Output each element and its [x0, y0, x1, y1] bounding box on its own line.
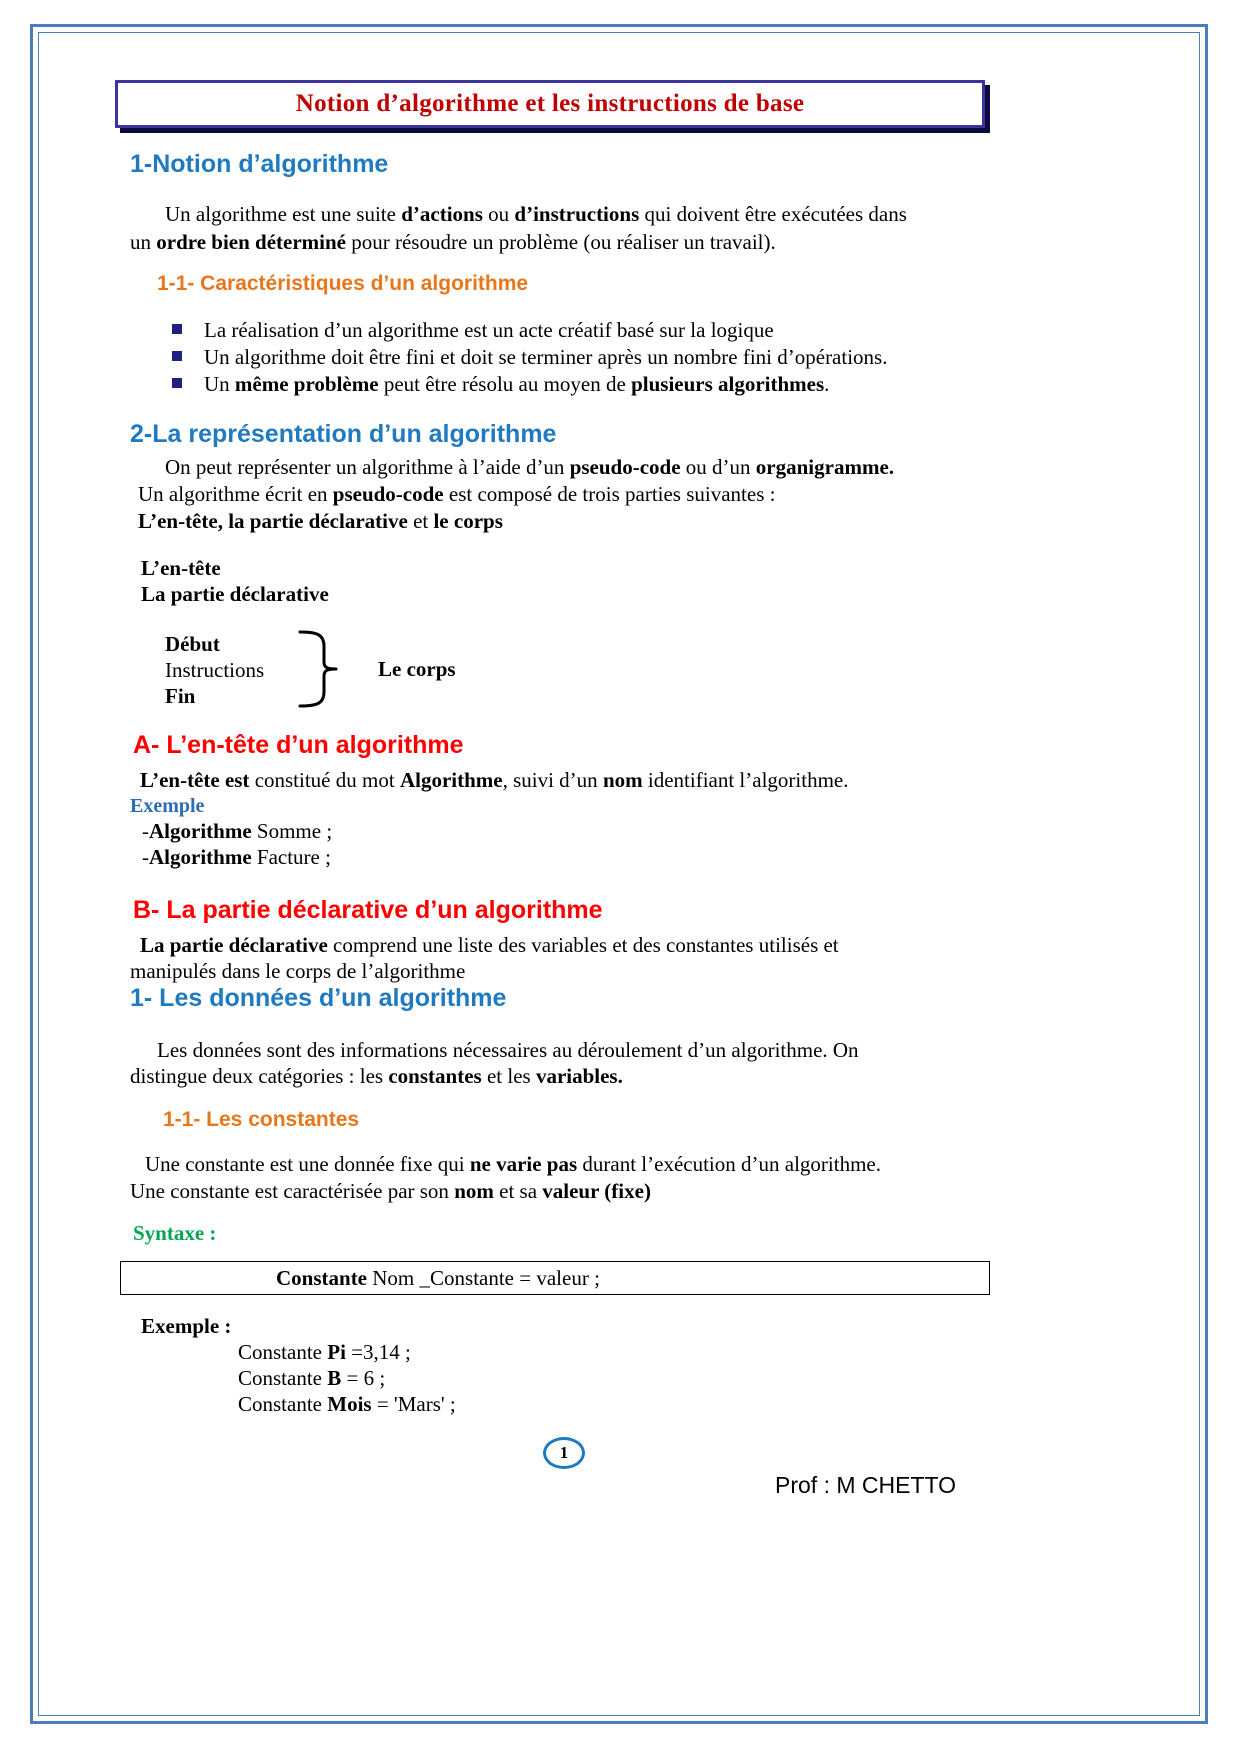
text-fragment: Un algorithme est une suite: [165, 202, 402, 226]
example-algorithme-facture: [142, 845, 331, 870]
text-bold-constante: Constante: [276, 1266, 368, 1290]
structure-corps-label: Le corps: [378, 657, 456, 681]
text-fragment: Facture ;: [251, 845, 331, 869]
text-bold-le-corps: le corps: [433, 509, 503, 533]
text-fragment: = 6 ;: [341, 1366, 386, 1390]
text-fragment: et: [407, 509, 434, 533]
constant-example-pi: [238, 1340, 411, 1365]
paragraph-entete-definition: [140, 768, 848, 793]
text-bold-ordre: ordre bien déterminé: [156, 230, 346, 254]
page-title: Notion d’algorithme et les instructions de base: [295, 90, 805, 117]
text-bold-algorithme: Algorithme: [149, 845, 252, 869]
text-bold-plusieurs-algorithmes: plusieurs algorithmes: [631, 372, 825, 396]
text-fragment: ou: [482, 202, 515, 226]
text-bold-nom: nom: [454, 1179, 494, 1203]
structure-fin: Fin: [165, 684, 196, 708]
text-bold-partie-declarative: La partie déclarative: [140, 933, 328, 957]
structure-entete: L’en-tête: [141, 556, 221, 580]
heading-representation: 2-La représentation d’un algorithme: [130, 420, 557, 448]
text-fragment: peut être résolu au moyen de: [378, 372, 632, 396]
bullet-item-label: Un algorithme doit être fini et doit se terminer après un nombre fini d’opérations.: [204, 345, 888, 369]
text-bold-b: B: [327, 1366, 342, 1390]
text-fragment: constitué du mot: [249, 768, 400, 792]
curly-brace-icon: [296, 628, 366, 715]
label-syntaxe: Syntaxe :: [133, 1221, 217, 1245]
text-fragment: et les: [481, 1064, 536, 1088]
text-fragment: Constante: [238, 1340, 328, 1364]
text-bold-algorithme: Algorithme: [399, 768, 503, 792]
text-bold-entete-est: L’en-tête est: [140, 768, 250, 792]
bullet-item-label: [204, 372, 829, 397]
paragraph-representation-line1: [165, 455, 894, 480]
text-bold-valeur-fixe: valeur (fixe): [542, 1179, 651, 1203]
text-bold-algorithme: Algorithme: [149, 819, 252, 843]
paragraph-donnees-line1: Les données sont des informations nécessaires au déroulement d’un algorithme. On: [157, 1038, 859, 1062]
structure-debut: Début: [165, 632, 220, 656]
paragraph-declarative-line2: manipulés dans le corps de l’algorithme: [130, 959, 466, 983]
constant-example-b: [238, 1366, 385, 1391]
syntax-box-text: [276, 1266, 600, 1291]
text-fragment: = 'Mars' ;: [371, 1392, 456, 1416]
text-bold-pseudo-code: pseudo-code: [332, 482, 444, 506]
text-bold-meme-probleme: même problème: [234, 372, 379, 396]
square-bullet-icon: [172, 378, 182, 388]
page-number-badge: 1: [543, 1437, 585, 1469]
bullet-item-2: [172, 345, 887, 370]
text-fragment: Nom _Constante = valeur ;: [367, 1266, 600, 1290]
square-bullet-icon: [172, 351, 182, 361]
syntax-box: [120, 1261, 990, 1295]
text-fragment: Une constante est une donnée fixe qui: [145, 1152, 470, 1176]
paragraph-definition-line2: [130, 230, 776, 255]
text-bold-instructions: d’instructions: [514, 202, 640, 226]
text-fragment: Constante: [238, 1392, 328, 1416]
label-exemple-constantes: Exemple :: [141, 1314, 232, 1338]
bullet-item-1: [172, 318, 774, 343]
heading-a-entete: A- L’en-tête d’un algorithme: [133, 731, 464, 759]
paragraph-donnees-line2: [130, 1064, 623, 1089]
square-bullet-icon: [172, 324, 182, 334]
text-fragment: -: [142, 819, 149, 843]
bullet-item-label: La réalisation d’un algorithme est un acte créatif basé sur la logique: [204, 318, 774, 342]
heading-caracteristiques: 1-1- Caractéristiques d’un algorithme: [157, 272, 529, 295]
example-algorithme-somme: [142, 819, 332, 844]
text-fragment: On peut représenter un algorithme à l’aide d’un: [165, 455, 570, 479]
text-fragment: pour résoudre un problème (ou réaliser un travail).: [346, 230, 776, 254]
heading-notion-algorithme: 1-Notion d’algorithme: [130, 150, 389, 178]
heading-les-donnees: 1- Les données d’un algorithme: [130, 984, 507, 1012]
text-bold-variables: variables.: [535, 1064, 623, 1088]
structure-instructions: Instructions: [165, 658, 265, 682]
text-bold-ne-varie-pas: ne varie pas: [469, 1152, 578, 1176]
text-fragment: Un: [204, 372, 235, 396]
text-bold-pi: Pi: [327, 1340, 346, 1364]
paragraph-constante-line2: [130, 1179, 651, 1204]
paragraph-representation-line3: [138, 509, 503, 534]
text-fragment: durant l’exécution d’un algorithme.: [577, 1152, 881, 1176]
paragraph-representation-line2: [138, 482, 775, 507]
text-fragment: est composé de trois parties suivantes :: [443, 482, 776, 506]
text-fragment: un: [130, 230, 157, 254]
text-fragment: et sa: [493, 1179, 543, 1203]
text-bold-entete-declarative: L’en-tête, la partie déclarative: [138, 509, 408, 533]
footer-author: Prof : M CHETTO: [775, 1472, 957, 1498]
text-fragment: identifiant l’algorithme.: [642, 768, 849, 792]
constant-example-mois: [238, 1392, 456, 1417]
text-bold-pseudo-code: pseudo-code: [569, 455, 681, 479]
text-fragment: .: [824, 372, 830, 396]
text-fragment: Somme ;: [251, 819, 333, 843]
text-bold-mois: Mois: [327, 1392, 372, 1416]
text-bold-organigramme: organigramme.: [755, 455, 895, 479]
document-title-banner: [115, 80, 985, 128]
text-bold-nom: nom: [602, 768, 643, 792]
text-bold-actions: d’actions: [401, 202, 483, 226]
text-fragment: =3,14 ;: [345, 1340, 411, 1364]
text-fragment: qui doivent être exécutées dans: [639, 202, 907, 226]
text-fragment: Constante: [238, 1366, 328, 1390]
paragraph-definition-line1: [165, 202, 907, 227]
text-fragment: , suivi d’un: [502, 768, 603, 792]
structure-partie-declarative: La partie déclarative: [141, 582, 329, 606]
text-fragment: distingue deux catégories : les: [130, 1064, 389, 1088]
paragraph-constante-line1: [145, 1152, 881, 1177]
text-fragment: comprend une liste des variables et des constantes utilisés et: [327, 933, 839, 957]
text-fragment: ou d’un: [680, 455, 756, 479]
label-exemple-entete: Exemple: [130, 795, 205, 817]
text-fragment: Une constante est caractérisée par son: [130, 1179, 455, 1203]
paragraph-declarative-line1: [140, 933, 839, 958]
heading-les-constantes: 1-1- Les constantes: [163, 1108, 360, 1131]
bullet-item-3: [172, 372, 829, 397]
heading-b-partie-declarative: B- La partie déclarative d’un algorithme: [133, 896, 603, 924]
text-bold-constantes: constantes: [388, 1064, 482, 1088]
text-fragment: Un algorithme écrit en: [138, 482, 333, 506]
text-fragment: -: [142, 845, 149, 869]
